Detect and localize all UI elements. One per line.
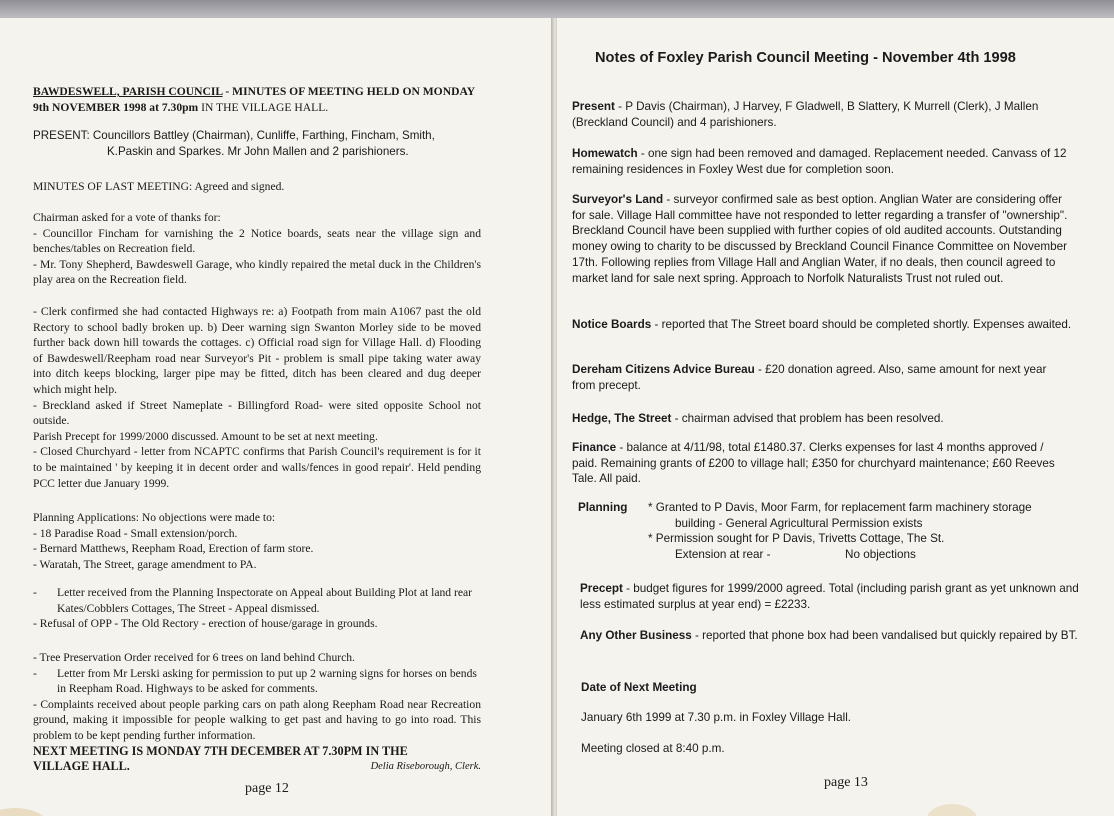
aob-text: - reported that phone box had been vandalised but quickly repaired by BT.	[691, 629, 1078, 642]
present-text: - P Davis (Chairman), J Harvey, F Gladwell, B Slattery, K Murrell (Clerk), J Mallen (Breckland Council) and 4 parishioners.	[572, 100, 1039, 129]
appeal-item	[33, 585, 481, 616]
page-title: Notes of Foxley Parish Council Meeting - November 4th 1998	[595, 50, 1016, 66]
finance-label: Finance	[572, 441, 617, 454]
planning-item-2: - Bernard Matthews, Reepham Road, Erection of farm store.	[33, 542, 314, 556]
paper-stain	[927, 804, 977, 816]
thanks-item-1: - Councillor Fincham for varnishing the 2 Notice boards, seats near the village sign and benches/tables on Recreation field.	[33, 226, 481, 256]
minutes-last-meeting	[33, 179, 481, 195]
left-heading	[33, 84, 481, 115]
planning-decision: No objections	[845, 548, 916, 562]
present-label: Present	[572, 100, 615, 113]
next-meeting-date	[581, 710, 1081, 726]
vote-of-thanks	[33, 210, 481, 288]
planning-item-1a: * Granted to P Davis, Moor Farm, for replacement farm machinery storage	[648, 501, 1032, 514]
planning-applications	[33, 510, 481, 572]
tpo: - Tree Preservation Order received for 6 trees on land behind Church.	[33, 651, 355, 664]
thanks-item-2: - Mr. Tony Shepherd, Bawdeswell Garage, who kindly repaired the metal duck in the Children's play area on the Recreation field.	[33, 257, 481, 287]
thanks-intro: Chairman asked for a vote of thanks for:	[33, 211, 221, 224]
finance-section	[572, 440, 1072, 487]
finance-text: - balance at 4/11/98, total £1480.37. Clerks expenses for last 4 months approved / paid. Remaining grants of £200 to village hall; £350 for churchyard maintenance; £60 Reeves Tale. All paid.	[572, 441, 1055, 486]
meeting-closed	[581, 741, 1081, 757]
dereham-label: Dereham Citizens Advice Bureau	[572, 363, 755, 376]
planning-item-1b: building - General Agricultural Permission exists	[675, 516, 923, 530]
lerski-item	[33, 666, 481, 697]
page-number-left: page 12	[245, 781, 289, 796]
hedge-label: Hedge, The Street	[572, 412, 672, 425]
dereham-text: - £20 donation agreed. Also, same amount for next year from precept.	[572, 363, 1047, 392]
planning-item-2b	[648, 547, 1078, 563]
clerk-signature: Delia Riseborough, Clerk.	[370, 761, 481, 773]
trees-section	[33, 650, 481, 775]
present-line-2: K.Paskin and Sparkes. Mr John Mallen and 2 parishioners.	[107, 144, 409, 158]
parking-complaints: - Complaints received about people parking cars on path along Reepham Road near Recreation ground, making it impossible for people walking to get past and having to go into road. This problem to be kept pending further information.	[33, 697, 481, 742]
planning-section	[578, 500, 1078, 563]
left-present	[33, 128, 481, 159]
meeting-closed-text: Meeting closed at 8:40 p.m.	[581, 742, 725, 755]
present-section	[572, 99, 1072, 130]
hedge-section	[572, 411, 1072, 427]
breckland-nameplate: - Breckland asked if Street Nameplate - Billingford Road- were sited opposite School not outside.	[33, 398, 481, 428]
notice-text: - reported that The Street board should be completed shortly. Expenses awaited.	[651, 318, 1072, 331]
paper-stain	[0, 808, 50, 816]
dash: -	[33, 666, 37, 680]
planning-intro: Planning Applications: No objections were made to:	[33, 511, 276, 524]
homewatch-label: Homewatch	[572, 147, 638, 160]
next-meeting-venue: VILLAGE HALL.	[33, 759, 130, 774]
highways-section	[33, 304, 481, 491]
council-name: BAWDESWELL, PARISH COUNCIL	[33, 85, 223, 98]
surveyor-label: Surveyor's Land	[572, 193, 664, 206]
next-meeting-section	[581, 680, 1081, 696]
surveyor-text: - surveyor confirmed sale as best option. Anglian Water are considering offer for sale. Village Hall committee have not responded to letter regarding a transfer of "ownership". Breckland Council have been supplied with further copies of old audited accounts. Outstanding money owing to charity to be discussed by Breckland Council Finance Committee on November 17th. Following replies from Village Hall and Anglian Water, if no deals, then council agreed to market land for sale next spring. Approach to Norfolk Naturalists Trust not ruled out.	[572, 193, 1068, 285]
homewatch-text: - one sign had been removed and damaged. Replacement needed. Canvass of 12 remaining residences in Foxley West due for completion soon.	[572, 147, 1067, 176]
lerski-text: Letter from Mr Lerski asking for permission to put up 2 warning signs for horses on bends in Reepham Road. Highways to be asked for comments.	[57, 666, 477, 696]
homewatch-section	[572, 146, 1072, 177]
next-meeting-text: January 6th 1999 at 7.30 p.m. in Foxley Village Hall.	[581, 711, 852, 724]
dash: -	[33, 586, 37, 599]
notice-label: Notice Boards	[572, 318, 652, 331]
planning-item-2a: * Permission sought for P Davis, Trivetts Cottage, The St.	[648, 532, 945, 546]
planning-item-3: - Waratah, The Street, garage amendment to PA.	[33, 557, 257, 571]
planning-item-2b-text: Extension at rear -	[675, 548, 771, 562]
notice-boards-section	[572, 317, 1072, 333]
closed-churchyard: - Closed Churchyard - letter from NCAPTC confirms that Parish Council's requirement is for it to be maintained ' by keeping it in decent order and walls/fences in good repair'. Held pending PCC letter due January 1999.	[33, 445, 481, 490]
next-meeting-label: Date of Next Meeting	[581, 681, 697, 694]
present-line-1: PRESENT: Councillors Battley (Chairman), Cunliffe, Farthing, Fincham, Smith,	[33, 129, 435, 142]
minutes-last-text: MINUTES OF LAST MEETING: Agreed and signed.	[33, 180, 285, 193]
precept-label: Precept	[580, 582, 623, 595]
opp-refusal: - Refusal of OPP - The Old Rectory - erection of house/garage in grounds.	[33, 617, 378, 631]
planning-items	[648, 500, 1078, 563]
surveyors-land-section	[572, 192, 1072, 286]
appeal-section	[33, 585, 481, 632]
heading-venue: IN THE VILLAGE HALL.	[198, 100, 329, 114]
page-number-right: page 13	[824, 775, 868, 790]
next-meeting-line-1: NEXT MEETING IS MONDAY 7TH DECEMBER AT 7.30PM IN THE	[33, 743, 408, 758]
precept-text: - budget figures for 1999/2000 agreed. Total (including parish grant as yet unknown and less estimated surplus at year end) = £2233.	[580, 582, 1079, 611]
appeal-text: Letter received from the Planning Inspectorate on Appeal about Building Plot at land rear Kates/Cobblers Cottages, The Street - Appeal dismissed.	[57, 586, 472, 615]
next-meeting-line-2	[33, 759, 481, 775]
planning-item-1: - 18 Paradise Road - Small extension/porch.	[33, 526, 238, 540]
hedge-text: - chairman advised that problem has been resolved.	[671, 412, 944, 425]
clerk-highways: - Clerk confirmed she had contacted Highways re: a) Footpath from main A1067 past the old Rectory to school badly broken up. b) Deer warning sign Swanton Morley side to be moved further back down hill towards the cottages. c) Official road sign for Village Hall. d) Flooding of Bawdeswell/Reepham road near Surveyor's Pit - problem is small pipe taking water away into ditch keeps blocking, larger pipe may be fitted, ditch has been cleared and dug deeper which might help.	[33, 305, 481, 396]
aob-section	[580, 628, 1080, 644]
dereham-cab-section	[572, 362, 1072, 393]
parish-precept: Parish Precept for 1999/2000 discussed. Amount to be set at next meeting.	[33, 429, 378, 443]
planning-label: Planning	[578, 501, 628, 514]
heading-text: - MINUTES OF MEETING HELD ON MONDAY 9th NOVEMBER 1998 at 7.30pm	[33, 85, 475, 114]
precept-section	[580, 581, 1080, 612]
aob-label: Any Other Business	[580, 629, 692, 642]
